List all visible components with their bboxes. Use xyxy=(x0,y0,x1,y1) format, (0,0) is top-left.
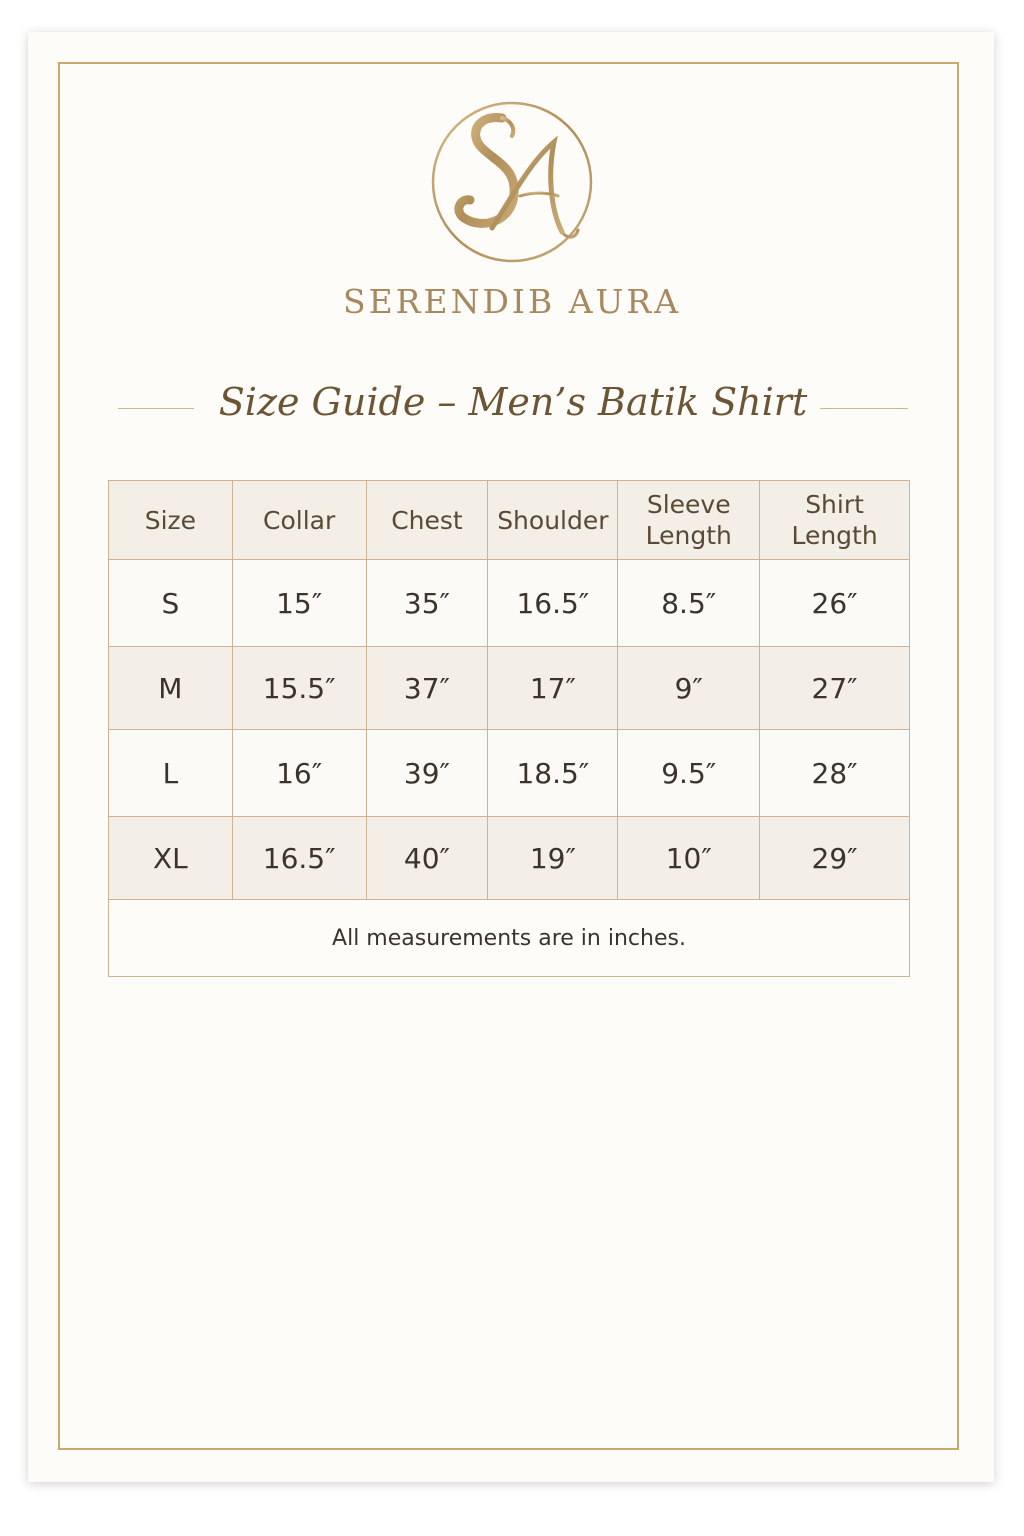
table-header-row xyxy=(109,481,910,560)
cell-shoulder: 19″ xyxy=(488,817,618,900)
header-shirt-length xyxy=(760,481,910,560)
cell-sleeve-length: 9.5″ xyxy=(618,730,760,817)
cell-shoulder: 16.5″ xyxy=(488,560,618,647)
cell-shirt-length: 28″ xyxy=(760,730,910,817)
table-row xyxy=(109,817,910,900)
cell-chest: 40″ xyxy=(366,817,488,900)
cell-size: L xyxy=(109,730,233,817)
cell-chest: 39″ xyxy=(366,730,488,817)
header-collar: Collar xyxy=(232,481,366,560)
cell-collar: 16.5″ xyxy=(232,817,366,900)
measurement-note: All measurements are in inches. xyxy=(109,900,910,977)
page-title: Size Guide – Men’s Batik Shirt xyxy=(218,380,808,424)
size-chart-table xyxy=(108,480,910,977)
table-footnote-row xyxy=(109,900,910,977)
title-row xyxy=(118,380,908,436)
title-divider-right xyxy=(820,408,908,409)
header-shirt-line1: Shirt xyxy=(805,490,864,519)
header-shoulder: Shoulder xyxy=(488,481,618,560)
cell-size: S xyxy=(109,560,233,647)
cell-chest: 37″ xyxy=(366,647,488,730)
cell-sleeve-length: 10″ xyxy=(618,817,760,900)
header-chest: Chest xyxy=(366,481,488,560)
cell-collar: 15.5″ xyxy=(232,647,366,730)
cell-shirt-length: 29″ xyxy=(760,817,910,900)
cell-collar: 15″ xyxy=(232,560,366,647)
header-sleeve-length xyxy=(618,481,760,560)
cell-chest: 35″ xyxy=(366,560,488,647)
cell-shoulder: 17″ xyxy=(488,647,618,730)
table-row xyxy=(109,730,910,817)
cell-shirt-length: 27″ xyxy=(760,647,910,730)
table-row xyxy=(109,560,910,647)
cell-sleeve-length: 9″ xyxy=(618,647,760,730)
brand-name: SERENDIB AURA xyxy=(342,282,682,321)
header-sleeve-line1: Sleeve xyxy=(646,490,731,519)
header-sleeve-line2: Length xyxy=(645,521,732,550)
cell-size: M xyxy=(109,647,233,730)
cell-shoulder: 18.5″ xyxy=(488,730,618,817)
cell-shirt-length: 26″ xyxy=(760,560,910,647)
cell-sleeve-length: 8.5″ xyxy=(618,560,760,647)
cell-collar: 16″ xyxy=(232,730,366,817)
header-size: Size xyxy=(109,481,233,560)
brand-monogram-logo xyxy=(430,100,594,264)
cell-size: XL xyxy=(109,817,233,900)
table-row xyxy=(109,647,910,730)
header-shirt-line2: Length xyxy=(791,521,878,550)
